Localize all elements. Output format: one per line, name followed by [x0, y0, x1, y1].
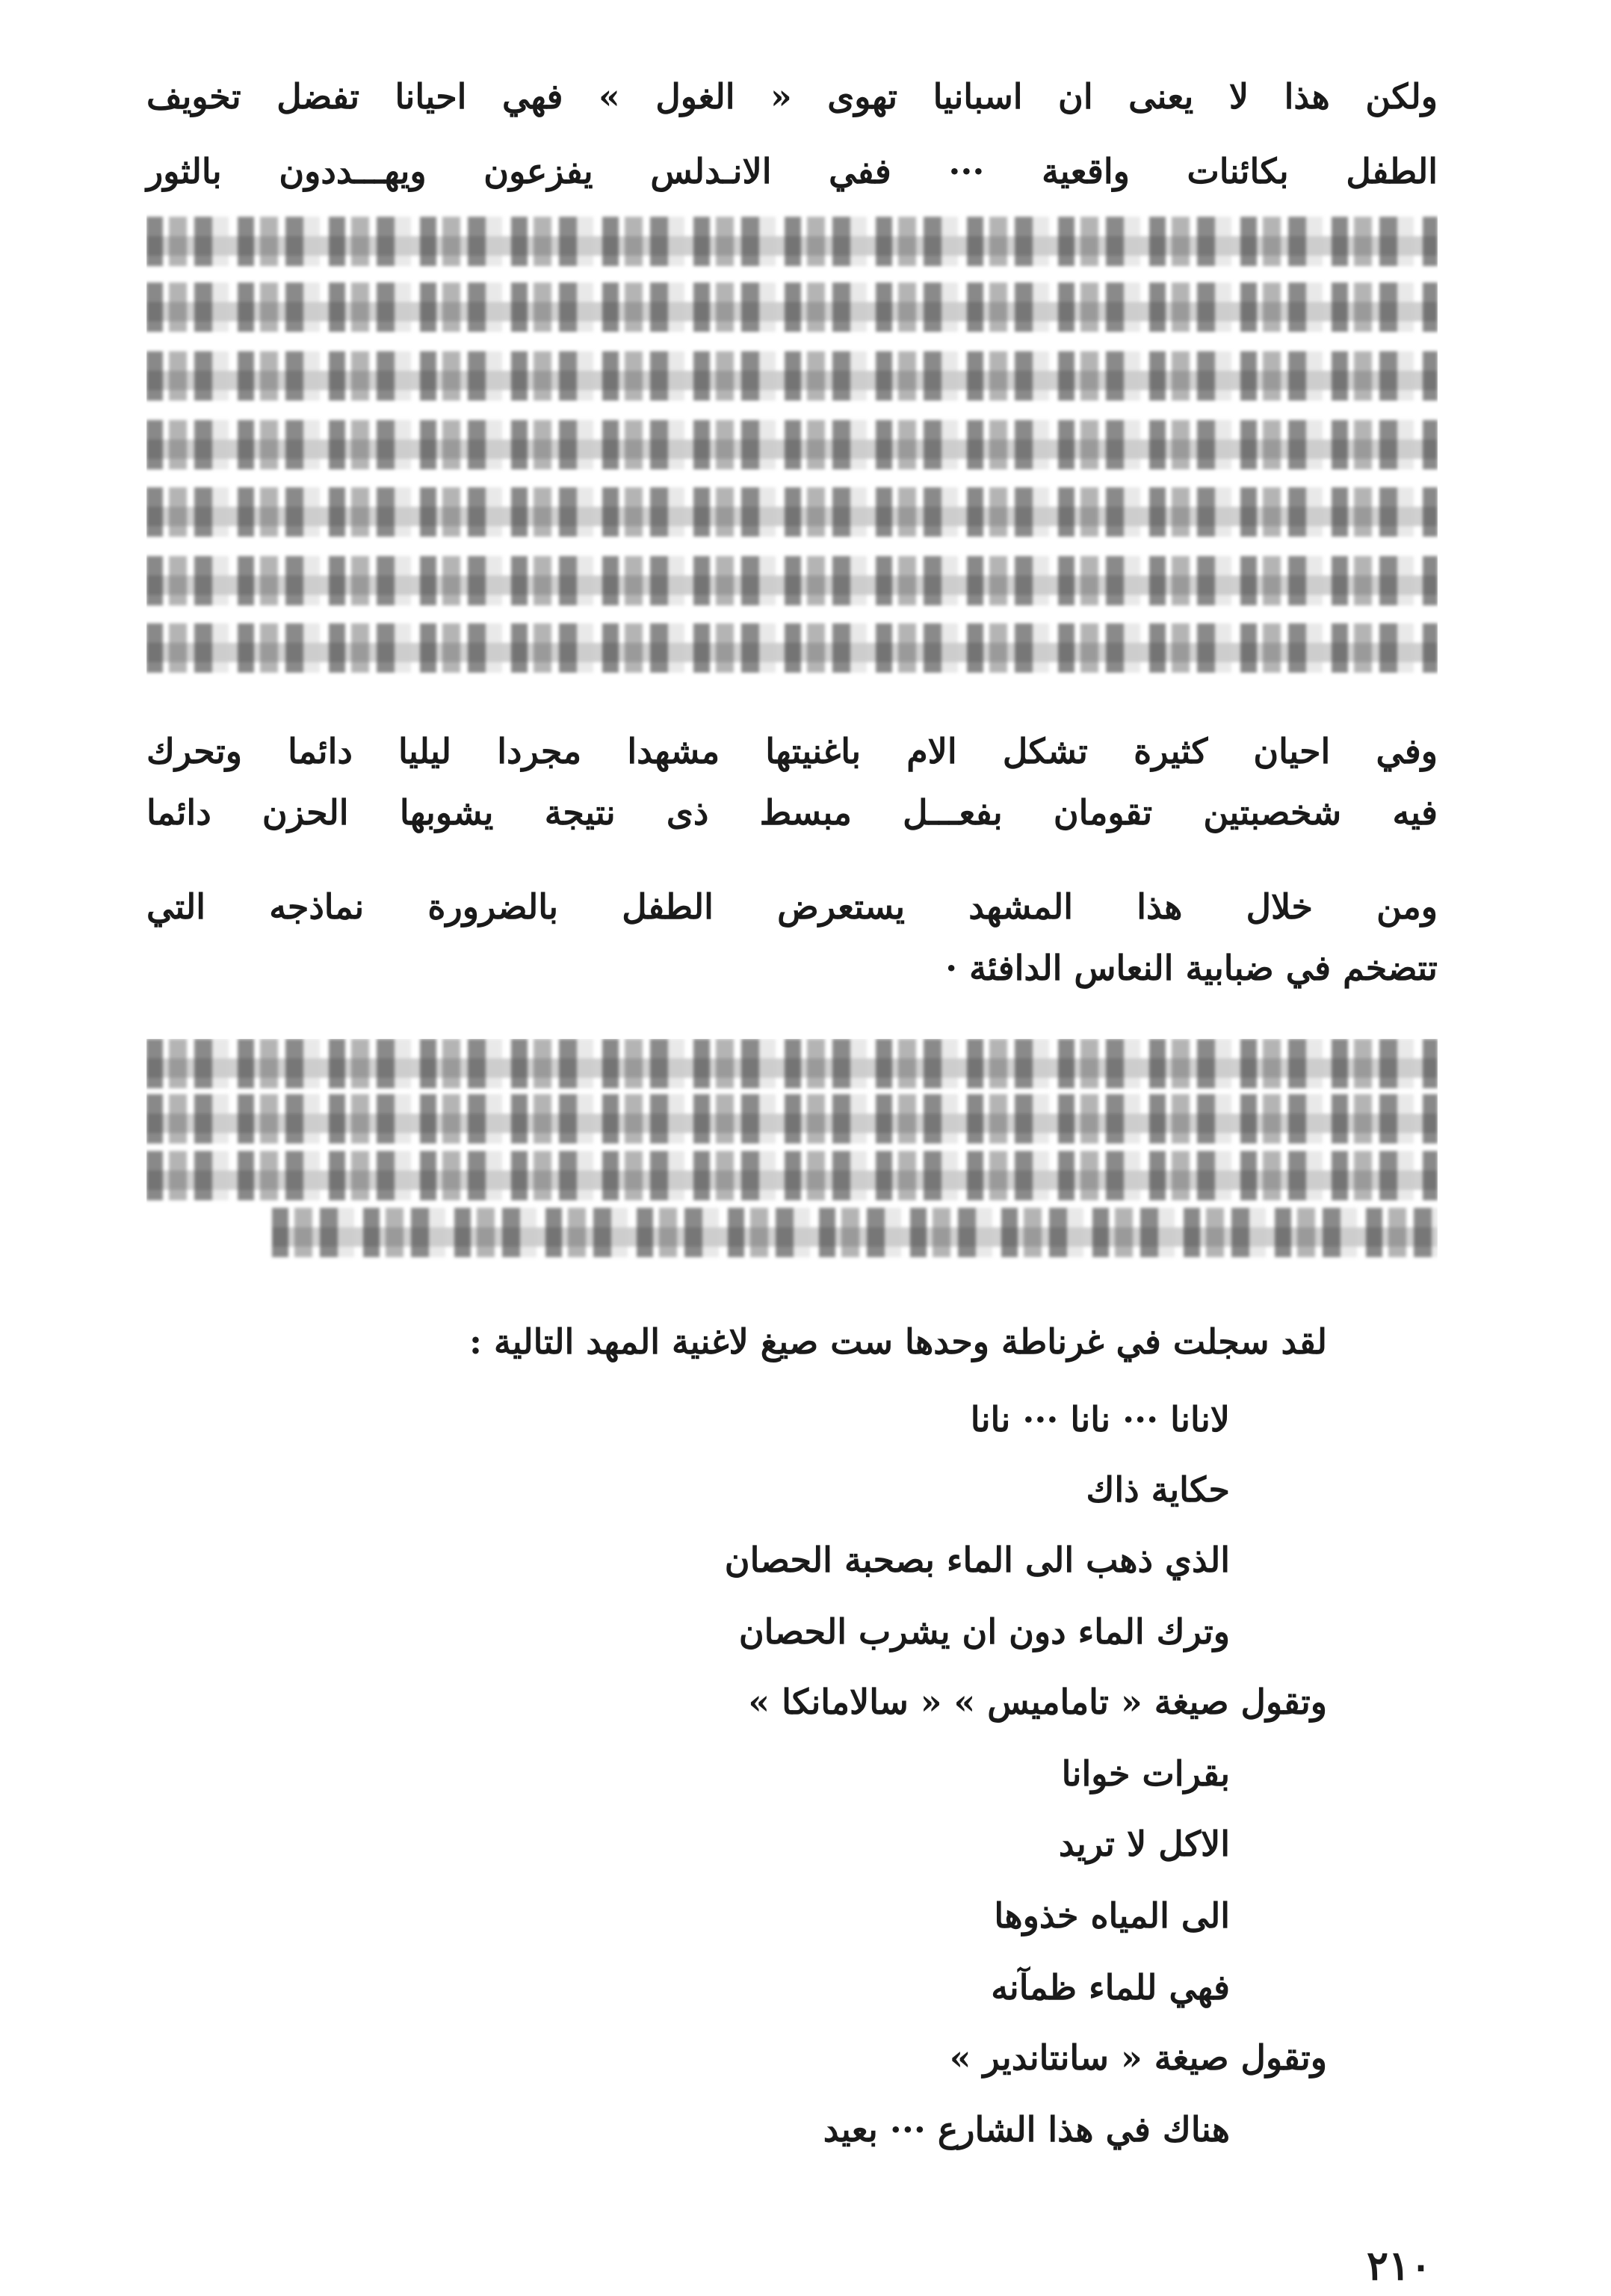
paragraph-2-line-2: فيه شخصبتين تقومان بفعـــل مبسط ذى نتيجة يشوبها الحزن دائما — [146, 792, 1438, 833]
poem-intro: لقد سجلت في غرناطة وحدها ست صيغ لاغنية المهد التالية : — [469, 1321, 1327, 1362]
obscured-line — [146, 487, 1438, 537]
obscured-line — [146, 351, 1438, 401]
poem-line: الى المياه خذوها — [994, 1895, 1230, 1936]
obscured-line — [146, 283, 1438, 332]
obscured-text-block-1 — [146, 211, 1438, 689]
poem-line: وتقول صيغة « سانتاندير » — [949, 2037, 1327, 2078]
obscured-line — [146, 556, 1438, 605]
poem-line: لانانا ··· نانا ··· نانا — [970, 1399, 1230, 1439]
poem-line: الاكل لا تريد — [1058, 1824, 1230, 1864]
obscured-line — [272, 1208, 1438, 1257]
obscured-line — [146, 217, 1438, 266]
paragraph-3-line-2: تتضخم في ضبابية النعاس الدافئة · — [945, 948, 1438, 988]
paragraph-2-line-1: وفي احيان كثيرة تشكل الام باغنيتها مشهدا مجردا ليليا دائما وتحرك — [146, 731, 1438, 771]
obscured-text-block-2 — [146, 1039, 1438, 1263]
obscured-line — [146, 420, 1438, 469]
poem-line: وتقول صيغة « تاماميس » « سالامانكا » — [748, 1682, 1327, 1722]
paragraph-1-line-1: ولكن هذا لا يعنى ان اسبانيا تهوى « الغول » فهي احيانا تفضل تخويف — [146, 76, 1438, 117]
page-number: ٢١٠ — [1366, 2241, 1432, 2289]
paragraph-1-line-2: الطفل بكائنات واقعية ··· ففي الانـدلس يفزعون ويهـــددون بالثور — [146, 151, 1438, 191]
poem-line: الذي ذهب الى الماء بصحبة الحصان — [724, 1540, 1230, 1580]
paragraph-3-line-1: ومن خلال هذا المشهد يستعرض الطفل بالضرورة نماذجه التي — [146, 886, 1438, 927]
poem-line: بقرات خوانا — [1061, 1753, 1230, 1794]
poem-line: هناك في هذا الشارع ··· بعيد — [823, 2109, 1230, 2150]
obscured-line — [146, 1039, 1438, 1088]
obscured-line — [146, 623, 1438, 673]
poem-line: فهي للماء ظمآنه — [991, 1967, 1230, 2008]
obscured-line — [146, 1094, 1438, 1144]
poem-line: حكاية ذاك — [1086, 1469, 1230, 1510]
poem-line: وترك الماء دون ان يشرب الحصان — [738, 1611, 1230, 1652]
obscured-line — [146, 1151, 1438, 1200]
